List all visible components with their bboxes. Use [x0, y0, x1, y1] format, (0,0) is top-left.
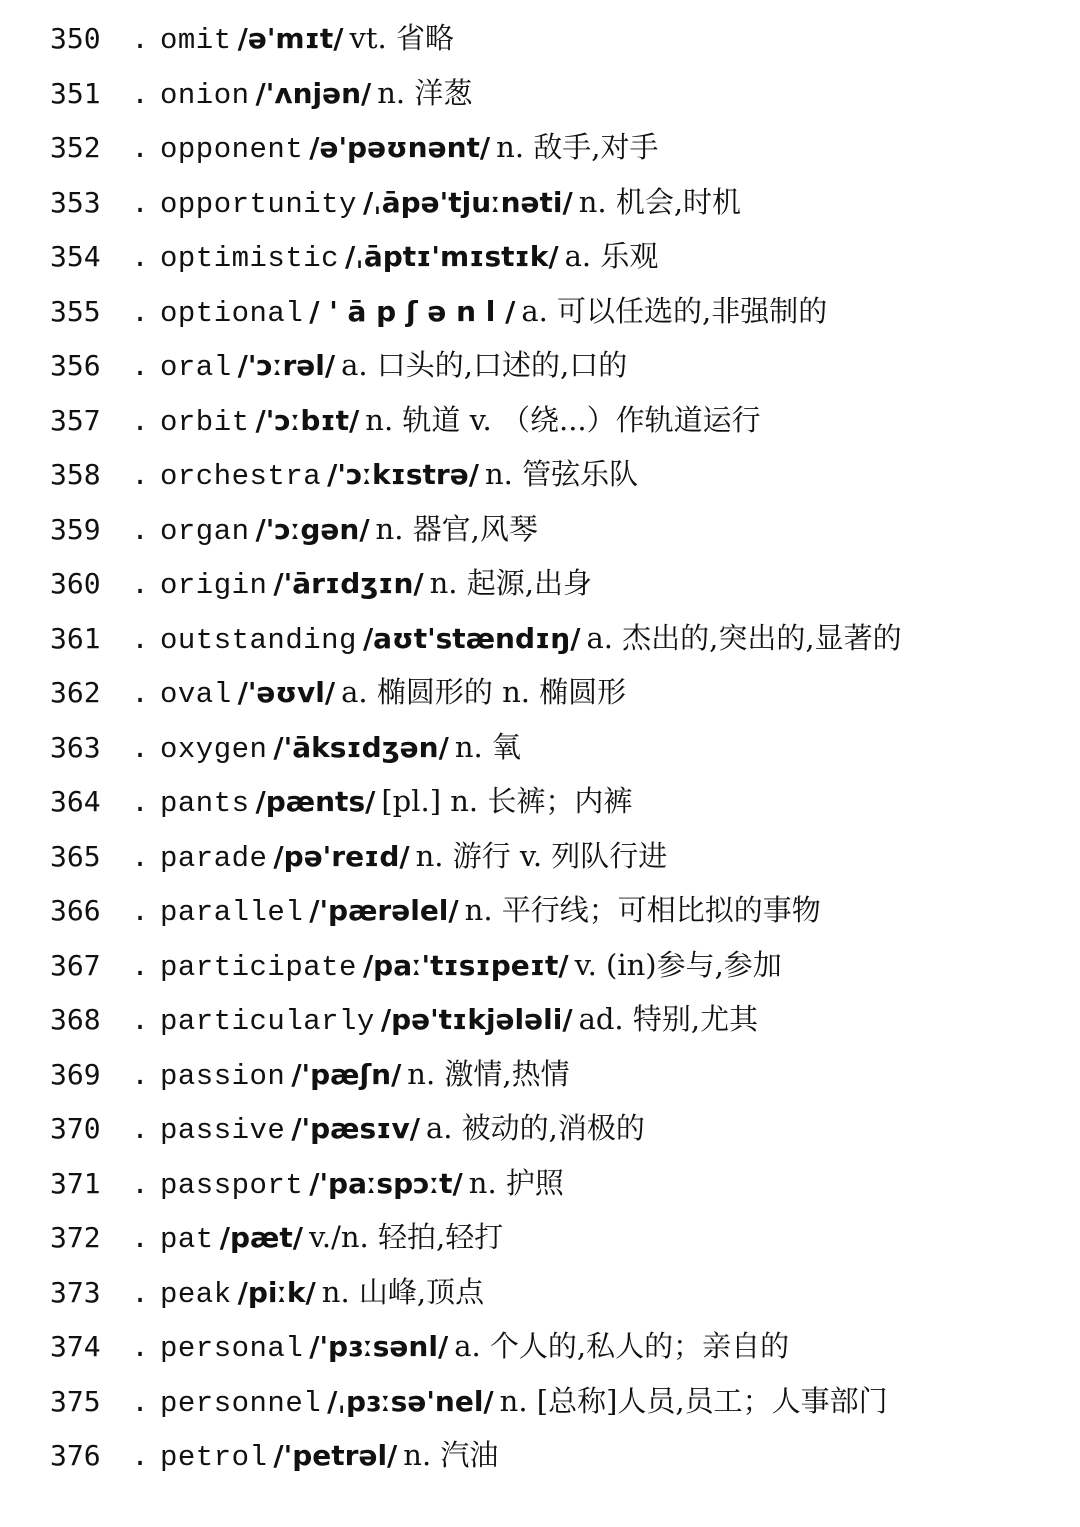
vocab-entry-361	[50, 611, 902, 665]
entry-word: origin	[160, 569, 268, 602]
entry-word: orchestra	[160, 460, 322, 493]
vocab-entry-358	[50, 447, 638, 501]
entry-dot: .	[131, 948, 149, 982]
entry-definition: n. 洋葱	[377, 75, 473, 110]
entry-number: 357	[50, 403, 101, 437]
entry-definition: a. 个人的,私人的；亲自的	[454, 1329, 790, 1363]
entry-number: 364	[50, 785, 101, 818]
entry-phonetic: /pænts/	[255, 785, 376, 818]
entry-dot: .	[131, 785, 149, 818]
entry-word: passion	[160, 1059, 286, 1093]
entry-dot: .	[131, 1057, 149, 1091]
entry-number: 376	[50, 1439, 101, 1472]
entry-word: outstanding	[160, 623, 357, 657]
entry-dot: .	[131, 730, 149, 764]
vocab-entry-374	[50, 1319, 789, 1373]
entry-phonetic: /'āksɪdʒən/	[273, 730, 449, 764]
entry-dot: .	[131, 294, 149, 328]
entry-dot: .	[131, 1439, 149, 1472]
entry-word: optimistic	[160, 242, 340, 275]
vocab-entry-373	[50, 1265, 484, 1319]
vocab-entry-364	[50, 774, 632, 828]
entry-number: 351	[50, 76, 101, 110]
entry-dot: .	[131, 894, 149, 927]
entry-number: 354	[50, 240, 101, 273]
entry-word: opportunity	[160, 187, 357, 221]
entry-word: pants	[160, 787, 250, 820]
vocab-entry-359	[50, 502, 538, 556]
entry-definition: v./n. 轻拍,轻打	[308, 1220, 504, 1254]
entry-dot: .	[131, 403, 149, 437]
vocab-entry-352	[50, 120, 659, 174]
entry-phonetic: /ə'pəʊnənt/	[309, 131, 491, 164]
entry-definition: a. 被动的,消极的	[425, 1111, 645, 1145]
entry-word: petrol	[160, 1441, 268, 1474]
entry-phonetic: /'əʊvl/	[237, 676, 336, 709]
entry-word: orbit	[160, 405, 250, 439]
entry-word: parallel	[160, 896, 304, 929]
entry-number: 359	[50, 512, 101, 546]
vocab-entry-362	[50, 665, 626, 719]
vocab-entry-350	[50, 11, 454, 65]
entry-phonetic: /'paːspɔːt/	[309, 1166, 463, 1200]
entry-phonetic: /paː'tɪsɪpeɪt/	[362, 948, 569, 982]
entry-number: 358	[50, 458, 101, 491]
entry-phonetic: /pæt/	[219, 1221, 303, 1254]
entry-dot: .	[131, 1384, 149, 1418]
entry-definition: [pl.] n. 长裤；内裤	[381, 784, 633, 818]
entry-definition: n. 器官,风琴	[375, 511, 538, 546]
entry-word: pat	[160, 1223, 214, 1256]
entry-definition: vt. 省略	[349, 21, 454, 55]
entry-phonetic: /aʊt'stændɪŋ/	[362, 621, 581, 655]
vocab-entry-355	[50, 284, 827, 338]
entry-definition: n. 激情,热情	[407, 1056, 570, 1091]
vocab-entry-371	[50, 1156, 564, 1210]
vocab-entry-363	[50, 720, 521, 774]
entry-number: 367	[50, 948, 101, 982]
entry-number: 360	[50, 567, 101, 600]
vocab-entry-365	[50, 829, 667, 883]
entry-number: 356	[50, 349, 101, 382]
vocab-entry-353	[50, 175, 741, 229]
entry-phonetic: /ˌpɜːsə'nel/	[327, 1384, 494, 1418]
entry-dot: .	[131, 512, 149, 546]
entry-definition: n. 起源,出身	[429, 566, 592, 600]
entry-number: 352	[50, 131, 101, 164]
entry-phonetic: / ' ā p ʃ ə n l /	[309, 294, 516, 328]
entry-definition: n. 护照	[468, 1165, 564, 1200]
vocab-entry-354	[50, 229, 658, 283]
entry-phonetic: /ˌāptɪ'mɪstɪk/	[345, 240, 559, 273]
entry-word: peak	[160, 1277, 232, 1311]
entry-number: 374	[50, 1330, 101, 1363]
entry-word: oval	[160, 678, 232, 711]
entry-dot: .	[131, 839, 149, 873]
entry-phonetic: /pə'reɪd/	[273, 839, 410, 873]
entry-phonetic: /piːk/	[237, 1275, 316, 1309]
entry-number: 365	[50, 839, 101, 873]
entry-phonetic: /'ɔːgən/	[255, 512, 370, 546]
entry-definition: n. 汽油	[403, 1438, 499, 1472]
entry-word: particularly	[160, 1005, 375, 1038]
entry-phonetic: /'pæsɪv/	[291, 1112, 420, 1145]
entry-number: 355	[50, 294, 101, 328]
entry-word: organ	[160, 514, 250, 548]
entry-dot: .	[131, 567, 149, 600]
vocab-entry-370	[50, 1101, 645, 1155]
entry-word: opponent	[160, 133, 304, 166]
entry-number: 372	[50, 1221, 101, 1254]
entry-dot: .	[131, 1166, 149, 1200]
entry-word: passport	[160, 1168, 304, 1202]
entry-number: 361	[50, 621, 101, 655]
vocab-entry-372	[50, 1210, 503, 1264]
entry-phonetic: /'petrəl/	[273, 1439, 398, 1472]
entry-dot: .	[131, 76, 149, 110]
entry-dot: .	[131, 1112, 149, 1145]
entry-definition: a. 椭圆形的 n. 椭圆形	[341, 675, 627, 709]
entry-definition: n. 轨道 v. （绕...）作轨道运行	[365, 402, 761, 437]
entry-dot: .	[131, 349, 149, 382]
entry-dot: .	[131, 22, 149, 55]
entry-definition: n. 机会,时机	[578, 184, 742, 219]
entry-word: participate	[160, 950, 357, 984]
entry-definition: n. 管弦乐队	[484, 457, 639, 491]
entry-dot: .	[131, 240, 149, 273]
entry-number: 369	[50, 1057, 101, 1091]
entry-dot: .	[131, 458, 149, 491]
entry-definition: n. 游行 v. 列队行进	[415, 838, 668, 873]
entry-dot: .	[131, 185, 149, 219]
entry-word: optional	[160, 296, 304, 330]
entry-word: onion	[160, 78, 250, 112]
vocab-entry-360	[50, 556, 592, 610]
vocab-entry-376	[50, 1428, 498, 1482]
entry-phonetic: /ə'mɪt/	[237, 22, 344, 55]
entry-dot: .	[131, 131, 149, 164]
entry-phonetic: /'pærəlel/	[309, 894, 459, 927]
entry-number: 350	[50, 22, 101, 55]
entry-phonetic: /'ārɪdʒɪn/	[273, 567, 424, 600]
entry-definition: a. 口头的,口述的,口的	[341, 348, 628, 382]
entry-dot: .	[131, 676, 149, 709]
entry-phonetic: /'ɔːrəl/	[237, 349, 336, 382]
entry-phonetic: /'ʌnjən/	[255, 76, 372, 110]
entry-definition: a. 乐观	[564, 239, 659, 273]
entry-number: 366	[50, 894, 101, 927]
entry-dot: .	[131, 1003, 149, 1036]
vocab-entry-367	[50, 938, 782, 992]
vocab-entry-351	[50, 66, 472, 120]
vocab-entry-368	[50, 992, 758, 1046]
entry-word: oral	[160, 351, 232, 384]
entry-number: 371	[50, 1166, 101, 1200]
entry-word: omit	[160, 24, 232, 57]
vocab-entry-357	[50, 393, 761, 447]
entry-definition: n. 山峰,顶点	[321, 1274, 485, 1309]
vocab-entry-356	[50, 338, 627, 392]
entry-dot: .	[131, 1330, 149, 1363]
entry-number: 370	[50, 1112, 101, 1145]
vocab-entry-375	[50, 1374, 888, 1428]
entry-word: personal	[160, 1332, 304, 1365]
entry-word: parade	[160, 841, 268, 875]
entry-definition: n. 平行线；可相比拟的事物	[464, 893, 821, 927]
entry-number: 368	[50, 1003, 101, 1036]
entry-definition: n. 敌手,对手	[496, 130, 659, 164]
entry-word: personnel	[160, 1386, 322, 1420]
entry-dot: .	[131, 621, 149, 655]
entry-definition: n. 氧	[454, 729, 521, 764]
entry-dot: .	[131, 1275, 149, 1309]
entry-phonetic: /pə'tɪkjələli/	[380, 1003, 573, 1036]
vocab-entry-366	[50, 883, 821, 937]
entry-number: 375	[50, 1384, 101, 1418]
entry-number: 353	[50, 185, 101, 219]
entry-phonetic: /'pɜːsənl/	[309, 1330, 449, 1363]
entry-definition: n. [总称]人员,员工；人事部门	[499, 1383, 888, 1418]
entry-phonetic: /'pæʃn/	[291, 1057, 402, 1091]
entry-dot: .	[131, 1221, 149, 1254]
entry-number: 362	[50, 676, 101, 709]
entry-phonetic: /'ɔːkɪstrə/	[327, 458, 479, 491]
entry-definition: v. (in)参与,参加	[574, 947, 782, 982]
entry-phonetic: /ˌāpə'tjuːnəti/	[362, 185, 573, 219]
entry-number: 373	[50, 1275, 101, 1309]
entry-number: 363	[50, 730, 101, 764]
entry-word: passive	[160, 1114, 286, 1147]
vocab-entry-369	[50, 1047, 570, 1101]
entry-phonetic: /'ɔːbɪt/	[255, 403, 360, 437]
entry-word: oxygen	[160, 732, 268, 766]
entry-definition: a. 杰出的,突出的,显著的	[586, 620, 902, 655]
entry-definition: ad. 特别,尤其	[578, 1002, 759, 1036]
entry-definition: a. 可以任选的,非强制的	[521, 293, 828, 328]
